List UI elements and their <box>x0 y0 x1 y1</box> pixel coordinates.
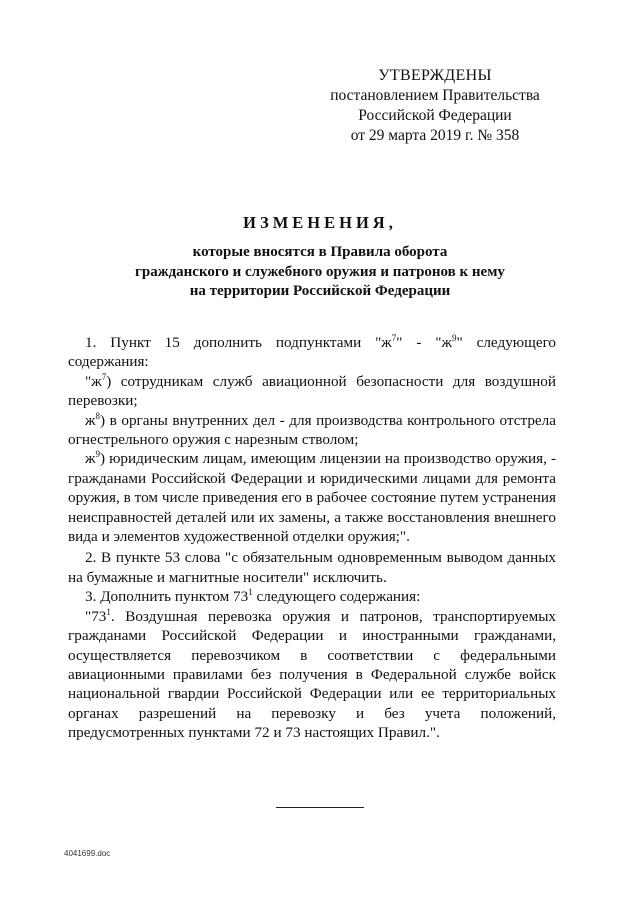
document-file-code: 4041699.doc <box>64 849 111 858</box>
approval-block <box>330 66 540 146</box>
approval-date-number: от 29 марта 2019 г. № 358 <box>350 127 520 144</box>
approval-stamp-title: УТВЕРЖДЕНЫ <box>378 67 492 84</box>
superscript: 7 <box>391 333 397 343</box>
text-run: " следующего содержания: <box>68 334 557 371</box>
paragraph-item-1 <box>68 333 556 372</box>
text-run: ) юридическим лицам, имеющим лицензии на производство оружия, - гражданами Российской Федерации и юридическими лицами для ремонта оружия, в том числе приведения его в рабочее состояние путем устранения неисправностей деталей или их замены, а также восстановления внешнего вида и элементов художественной отделки оружия;". <box>68 450 556 546</box>
text-run: 3. Дополнить пунктом 73 <box>85 588 249 606</box>
text-run: ) в органы внутренних дел - для производства контрольного отстрела огнестрельного оружия с нарезным стволом; <box>68 411 556 449</box>
paragraph-item-3 <box>68 587 556 606</box>
document-subtitle-line-1: которые вносятся в Правила оборота <box>192 244 448 260</box>
superscript: 1 <box>106 606 111 617</box>
text-run: ж <box>85 450 96 468</box>
document-subtitle-line-3: на территории Российской Федерации <box>189 283 451 299</box>
end-divider-line <box>276 807 364 808</box>
paragraph-subitem-zh7 <box>68 372 556 411</box>
superscript: 7 <box>101 371 107 382</box>
text-run: ж <box>85 411 96 429</box>
document-heading <box>60 213 580 302</box>
text-run: "73 <box>85 607 107 625</box>
text-run: ) сотрудникам служб авиационной безопасности для воздушной перевозки; <box>68 372 556 410</box>
approval-line-1: постановлением Правительства <box>330 87 540 104</box>
paragraph-subitem-zh9 <box>68 449 556 546</box>
text-run: "ж <box>85 372 102 390</box>
superscript: 9 <box>452 333 457 343</box>
paragraph-point-73-1 <box>68 607 556 743</box>
superscript: 1 <box>248 587 253 598</box>
paragraph-item-2: 2. В пункте 53 слова "с обязательным одновременным выводом данных на бумажные и магнитные носители" исключить. <box>68 549 556 586</box>
document-title: ИЗМЕНЕНИЯ, <box>243 213 397 232</box>
approval-line-2: Российской Федерации <box>358 107 512 124</box>
text-run: 1. Пункт 15 дополнить подпунктами "ж <box>85 334 392 351</box>
text-run: " - "ж <box>396 334 453 351</box>
document-body <box>68 333 556 743</box>
text-run: . Воздушная перевозка оружия и патронов, транспортируемых гражданами Российской Федерации и иностранными гражданами, осуществляется перевозчиком в соответствии с федеральными авиационными правилами без получения в Федеральной службе войск национальной гвардии Российской Федерации или ее территориальных органах разрешений на перевозку и без учета положений, предусмотренных пунктами 72 и 73 настоящих Правил.". <box>68 607 556 742</box>
paragraph-subitem-zh8 <box>68 411 556 450</box>
superscript: 8 <box>95 410 100 421</box>
superscript: 9 <box>95 449 100 460</box>
text-run: следующего содержания: <box>252 588 421 606</box>
document-subtitle-line-2: гражданского и служебного оружия и патронов к нему <box>135 263 505 280</box>
